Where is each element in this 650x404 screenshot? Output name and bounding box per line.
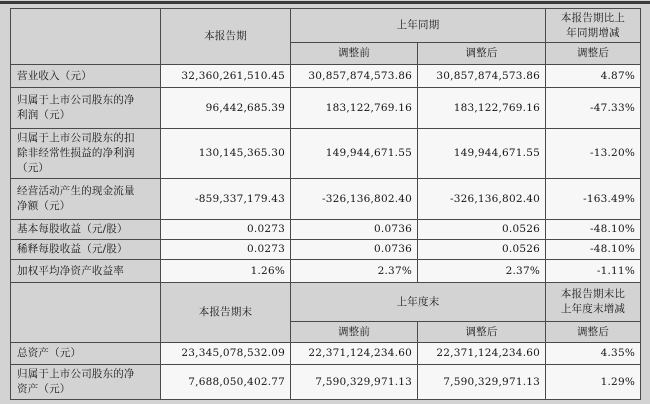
value-change: -47.33%: [546, 88, 641, 129]
value-change: -48.10%: [546, 240, 641, 260]
value-adjust-before: 22,371,124,234.60: [291, 343, 418, 365]
value-adjust-after: 183,122,769.16: [418, 88, 546, 129]
header-prior-year-end-group: 上年度末: [291, 283, 546, 322]
value-current: 32,360,261,510.45: [161, 65, 291, 88]
value-adjust-after: 2.37%: [418, 260, 546, 283]
value-adjust-after: 30,857,874,573.86: [418, 65, 546, 88]
header-current-period-end: 本报告期末: [161, 283, 291, 343]
row-label: 归属于上市公司股东的扣除非经常性损益的净利润（元）: [11, 129, 161, 179]
value-current: -859,337,179.43: [161, 179, 291, 220]
header-adjust-before: 调整前: [291, 322, 418, 343]
value-change: -163.49%: [546, 179, 641, 220]
section2-header-row-1: [11, 283, 641, 322]
section2-corner-cell: [11, 283, 161, 343]
value-change: -1.11%: [546, 260, 641, 283]
value-adjust-after: 22,371,124,234.60: [418, 343, 546, 365]
value-current: 7,688,050,402.77: [161, 365, 291, 400]
value-adjust-before: 183,122,769.16: [291, 88, 418, 129]
header-adjust-before: 调整前: [291, 43, 418, 65]
row-label: 稀释每股收益（元/股）: [11, 240, 161, 260]
table-row: [11, 65, 641, 88]
value-adjust-before: -326,136,802.40: [291, 179, 418, 220]
table-row: [11, 179, 641, 220]
header-adjust-after: 调整后: [418, 322, 546, 343]
table-row: [11, 365, 641, 400]
section1-corner-cell: [11, 9, 161, 65]
header-change-group: 本报告期比上年同期增减: [546, 9, 641, 43]
header-prior-period-group: 上年同期: [291, 9, 546, 43]
value-adjust-after: 149,944,671.55: [418, 129, 546, 179]
value-current: 130,145,365.30: [161, 129, 291, 179]
header-current-period: 本报告期: [161, 9, 291, 65]
table-row: [11, 343, 641, 365]
value-adjust-after: -326,136,802.40: [418, 179, 546, 220]
value-adjust-after: 0.0526: [418, 220, 546, 240]
row-label: 经营活动产生的现金流量净额（元）: [11, 179, 161, 220]
value-adjust-before: 0.0736: [291, 220, 418, 240]
table-row: [11, 260, 641, 283]
row-label: 营业收入（元）: [11, 65, 161, 88]
value-change: 1.29%: [546, 365, 641, 400]
value-adjust-after: 7,590,329,971.13: [418, 365, 546, 400]
header-change-sub: 调整后: [546, 322, 641, 343]
value-current: 0.0273: [161, 240, 291, 260]
value-change: 4.87%: [546, 65, 641, 88]
row-label: 基本每股收益（元/股）: [11, 220, 161, 240]
row-label: 归属于上市公司股东的净利润（元）: [11, 88, 161, 129]
value-current: 0.0273: [161, 220, 291, 240]
row-label: 总资产（元）: [11, 343, 161, 365]
table-row: [11, 220, 641, 240]
value-change: -48.10%: [546, 220, 641, 240]
section1-header-row-1: [11, 9, 641, 43]
top-rule: [0, 1, 650, 4]
value-current: 23,345,078,532.09: [161, 343, 291, 365]
value-change: 4.35%: [546, 343, 641, 365]
header-change-sub: 调整后: [546, 43, 641, 65]
value-adjust-after: 0.0526: [418, 240, 546, 260]
table-row: [11, 240, 641, 260]
header-change-group-end: 本报告期末比上年度末增减: [546, 283, 641, 322]
value-adjust-before: 7,590,329,971.13: [291, 365, 418, 400]
header-adjust-after: 调整后: [418, 43, 546, 65]
row-label: 归属于上市公司股东的净资产（元）: [11, 365, 161, 400]
value-adjust-before: 30,857,874,573.86: [291, 65, 418, 88]
financial-summary-table: [10, 8, 641, 400]
value-current: 96,442,685.39: [161, 88, 291, 129]
table-row: [11, 88, 641, 129]
table-row: [11, 129, 641, 179]
value-current: 1.26%: [161, 260, 291, 283]
value-change: -13.20%: [546, 129, 641, 179]
value-adjust-before: 0.0736: [291, 240, 418, 260]
value-adjust-before: 2.37%: [291, 260, 418, 283]
value-adjust-before: 149,944,671.55: [291, 129, 418, 179]
row-label: 加权平均净资产收益率: [11, 260, 161, 283]
